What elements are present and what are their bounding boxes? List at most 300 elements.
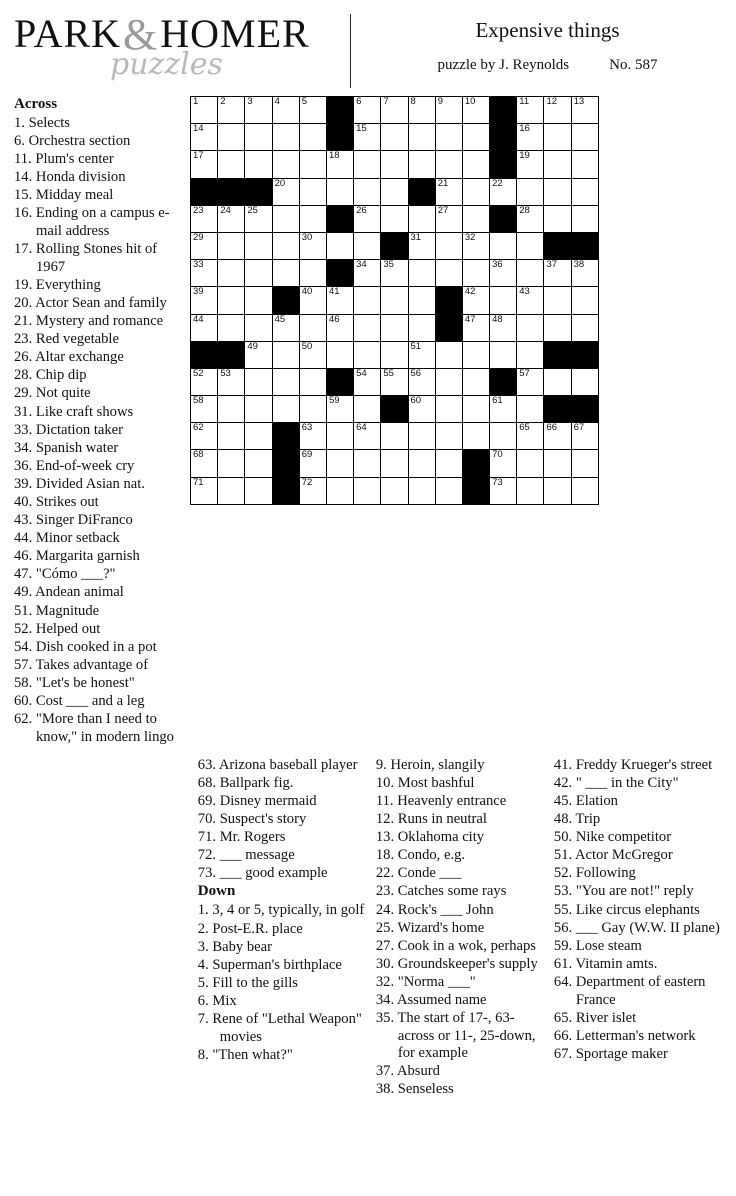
grid-cell[interactable] bbox=[462, 314, 489, 341]
clue-item[interactable] bbox=[376, 847, 544, 865]
grid-cell[interactable] bbox=[245, 314, 272, 341]
grid-cell[interactable] bbox=[245, 205, 272, 232]
grid-cell[interactable] bbox=[408, 368, 435, 395]
clue-item[interactable] bbox=[14, 657, 184, 675]
grid-cell[interactable] bbox=[191, 477, 218, 504]
clue-item[interactable] bbox=[376, 865, 544, 883]
grid-cell[interactable] bbox=[354, 368, 381, 395]
grid-cell[interactable] bbox=[245, 341, 272, 368]
grid-cell[interactable] bbox=[272, 205, 299, 232]
grid-cell[interactable] bbox=[490, 396, 517, 423]
grid-cell[interactable] bbox=[462, 423, 489, 450]
grid-cell[interactable] bbox=[326, 396, 353, 423]
grid-cell[interactable] bbox=[408, 341, 435, 368]
clue-item[interactable] bbox=[554, 793, 722, 811]
grid-cell[interactable] bbox=[381, 423, 408, 450]
grid-cell[interactable] bbox=[544, 287, 571, 314]
clue-item[interactable] bbox=[14, 295, 184, 313]
grid-cell[interactable] bbox=[571, 178, 598, 205]
clue-item[interactable] bbox=[198, 975, 366, 993]
grid-cell[interactable] bbox=[326, 450, 353, 477]
grid-cell[interactable] bbox=[435, 450, 462, 477]
grid-cell[interactable] bbox=[462, 232, 489, 259]
grid-cell[interactable] bbox=[381, 287, 408, 314]
grid-cell[interactable] bbox=[462, 124, 489, 151]
grid-cell[interactable] bbox=[299, 450, 326, 477]
grid-cell[interactable] bbox=[462, 260, 489, 287]
clue-item[interactable] bbox=[14, 133, 184, 151]
grid-cell[interactable] bbox=[218, 368, 245, 395]
clue-item[interactable] bbox=[554, 757, 722, 775]
clue-item[interactable] bbox=[554, 883, 722, 901]
grid-cell[interactable] bbox=[381, 450, 408, 477]
grid-cell[interactable] bbox=[544, 124, 571, 151]
clue-item[interactable] bbox=[554, 956, 722, 974]
grid-cell[interactable] bbox=[191, 205, 218, 232]
grid-cell[interactable] bbox=[272, 97, 299, 124]
grid-cell[interactable] bbox=[299, 232, 326, 259]
clue-item[interactable] bbox=[14, 512, 184, 530]
grid-cell[interactable] bbox=[354, 396, 381, 423]
clue-item[interactable] bbox=[376, 956, 544, 974]
clue-item[interactable] bbox=[14, 458, 184, 476]
grid-cell[interactable] bbox=[354, 205, 381, 232]
clue-item[interactable] bbox=[376, 974, 544, 992]
grid-cell[interactable] bbox=[490, 477, 517, 504]
grid-cell[interactable] bbox=[435, 396, 462, 423]
grid-cell[interactable] bbox=[299, 368, 326, 395]
grid-cell[interactable] bbox=[245, 260, 272, 287]
grid-cell[interactable] bbox=[299, 423, 326, 450]
grid-cell[interactable] bbox=[571, 477, 598, 504]
grid-cell[interactable] bbox=[245, 396, 272, 423]
grid-cell[interactable] bbox=[408, 232, 435, 259]
clue-item[interactable] bbox=[14, 205, 184, 240]
grid-cell[interactable] bbox=[326, 232, 353, 259]
grid-cell[interactable] bbox=[381, 178, 408, 205]
grid-cell[interactable] bbox=[272, 178, 299, 205]
clue-item[interactable] bbox=[14, 530, 184, 548]
crossword-grid[interactable] bbox=[190, 96, 599, 505]
clue-item[interactable] bbox=[14, 675, 184, 693]
clue-number: 54. bbox=[14, 638, 33, 655]
grid-cell[interactable] bbox=[326, 423, 353, 450]
grid-cell[interactable] bbox=[191, 423, 218, 450]
clue-number: 44. bbox=[14, 530, 33, 547]
grid-cell[interactable] bbox=[272, 232, 299, 259]
grid-cell[interactable] bbox=[326, 341, 353, 368]
grid-cell[interactable] bbox=[218, 423, 245, 450]
grid-cell[interactable] bbox=[299, 178, 326, 205]
grid-cell[interactable] bbox=[408, 477, 435, 504]
grid-cell[interactable] bbox=[245, 477, 272, 504]
clue-item[interactable] bbox=[198, 811, 366, 829]
clue-item[interactable] bbox=[14, 603, 184, 621]
grid-cell[interactable] bbox=[517, 477, 544, 504]
clue-number: 51. bbox=[14, 602, 33, 619]
grid-cell[interactable] bbox=[490, 450, 517, 477]
grid-cell[interactable] bbox=[381, 97, 408, 124]
grid-cell-block bbox=[245, 178, 272, 205]
grid-cell[interactable] bbox=[218, 232, 245, 259]
grid-cell[interactable] bbox=[245, 97, 272, 124]
grid-cell[interactable] bbox=[571, 260, 598, 287]
grid-cell[interactable] bbox=[191, 368, 218, 395]
grid-cell[interactable] bbox=[517, 287, 544, 314]
clue-item[interactable] bbox=[14, 440, 184, 458]
clue-item[interactable] bbox=[14, 151, 184, 169]
clue-item[interactable] bbox=[14, 711, 184, 746]
grid-cell[interactable] bbox=[299, 124, 326, 151]
grid-cell[interactable] bbox=[191, 124, 218, 151]
grid-cell[interactable] bbox=[462, 151, 489, 178]
grid-cell[interactable] bbox=[191, 151, 218, 178]
grid-cell[interactable] bbox=[435, 368, 462, 395]
grid-cell[interactable] bbox=[517, 368, 544, 395]
grid-cell[interactable] bbox=[435, 205, 462, 232]
grid-cell[interactable] bbox=[326, 314, 353, 341]
grid-cell[interactable] bbox=[571, 124, 598, 151]
grid-cell[interactable] bbox=[381, 314, 408, 341]
grid-cell[interactable] bbox=[490, 260, 517, 287]
grid-cell[interactable] bbox=[435, 151, 462, 178]
grid-cell[interactable] bbox=[218, 450, 245, 477]
grid-cell[interactable] bbox=[191, 396, 218, 423]
grid-cell[interactable] bbox=[191, 450, 218, 477]
grid-cell[interactable] bbox=[462, 396, 489, 423]
clue-item[interactable] bbox=[198, 957, 366, 975]
grid-cell[interactable] bbox=[408, 423, 435, 450]
clue-item[interactable] bbox=[376, 1063, 544, 1081]
clue-text: 3, 4 or 5, typically, in golf bbox=[208, 902, 365, 919]
clue-number: 59. bbox=[553, 937, 573, 954]
grid-cell[interactable] bbox=[354, 314, 381, 341]
clue-item[interactable] bbox=[198, 793, 366, 811]
grid-cell[interactable] bbox=[299, 151, 326, 178]
grid-cell[interactable] bbox=[408, 260, 435, 287]
grid-cell[interactable] bbox=[218, 205, 245, 232]
grid-cell[interactable] bbox=[218, 151, 245, 178]
grid-cell-number: 12 bbox=[546, 96, 558, 107]
grid-cell[interactable] bbox=[571, 205, 598, 232]
grid-cell[interactable] bbox=[517, 124, 544, 151]
clue-item[interactable] bbox=[14, 548, 184, 566]
clue-item[interactable] bbox=[376, 811, 544, 829]
clue-item[interactable] bbox=[198, 993, 366, 1011]
clue-item[interactable] bbox=[14, 584, 184, 602]
grid-cell[interactable] bbox=[272, 124, 299, 151]
grid-cell[interactable] bbox=[571, 287, 598, 314]
grid-cell[interactable] bbox=[381, 260, 408, 287]
grid-cell[interactable] bbox=[299, 205, 326, 232]
clue-item[interactable] bbox=[14, 313, 184, 331]
clue-item[interactable] bbox=[554, 1046, 722, 1064]
grid-cell[interactable] bbox=[517, 178, 544, 205]
grid-cell[interactable] bbox=[408, 151, 435, 178]
grid-cell[interactable] bbox=[218, 97, 245, 124]
grid-cell-block bbox=[490, 368, 517, 395]
grid-cell[interactable] bbox=[381, 477, 408, 504]
grid-cell[interactable] bbox=[435, 423, 462, 450]
clue-item[interactable] bbox=[14, 169, 184, 187]
grid-cell[interactable] bbox=[326, 287, 353, 314]
clue-item[interactable] bbox=[554, 974, 722, 1009]
page-title: Expensive things bbox=[475, 18, 620, 42]
grid-cell[interactable] bbox=[191, 260, 218, 287]
grid-cell[interactable] bbox=[299, 341, 326, 368]
grid-cell[interactable] bbox=[245, 287, 272, 314]
clue-item[interactable] bbox=[554, 1028, 722, 1046]
grid-cell[interactable] bbox=[354, 287, 381, 314]
clue-text: Magnitude bbox=[32, 602, 100, 619]
grid-cell[interactable] bbox=[326, 477, 353, 504]
clue-item[interactable] bbox=[14, 331, 184, 349]
clue-item[interactable] bbox=[14, 115, 184, 133]
grid-cell[interactable] bbox=[490, 341, 517, 368]
grid-cell[interactable] bbox=[544, 151, 571, 178]
across-clue-list bbox=[14, 115, 184, 746]
clue-item[interactable] bbox=[198, 1011, 366, 1046]
grid-cell[interactable] bbox=[544, 97, 571, 124]
grid-cell[interactable] bbox=[490, 287, 517, 314]
grid-cell[interactable] bbox=[245, 232, 272, 259]
grid-cell[interactable] bbox=[381, 205, 408, 232]
grid-cell[interactable] bbox=[354, 232, 381, 259]
clue-item[interactable] bbox=[14, 693, 184, 711]
clue-item[interactable] bbox=[198, 829, 366, 847]
grid-cell[interactable] bbox=[218, 260, 245, 287]
grid-cell[interactable] bbox=[299, 314, 326, 341]
grid-cell[interactable] bbox=[544, 314, 571, 341]
grid-cell[interactable] bbox=[571, 314, 598, 341]
clue-item[interactable] bbox=[554, 920, 722, 938]
across-clue-list-cont bbox=[198, 757, 366, 883]
grid-cell[interactable] bbox=[462, 341, 489, 368]
grid-cell[interactable] bbox=[354, 477, 381, 504]
grid-cell[interactable] bbox=[544, 260, 571, 287]
clue-item[interactable] bbox=[14, 621, 184, 639]
grid-cell[interactable] bbox=[272, 396, 299, 423]
grid-cell[interactable] bbox=[191, 232, 218, 259]
grid-cell[interactable] bbox=[191, 314, 218, 341]
clue-item[interactable] bbox=[554, 847, 722, 865]
grid-cell[interactable] bbox=[517, 423, 544, 450]
grid-cell[interactable] bbox=[354, 97, 381, 124]
clue-text: Rock's ___ John bbox=[394, 901, 494, 918]
clue-text: Mix bbox=[208, 992, 237, 1009]
grid-cell[interactable] bbox=[299, 396, 326, 423]
grid-cell[interactable] bbox=[408, 314, 435, 341]
grid-cell[interactable] bbox=[299, 477, 326, 504]
clue-item[interactable] bbox=[554, 829, 722, 847]
grid-cell[interactable] bbox=[490, 314, 517, 341]
grid-cell[interactable] bbox=[218, 314, 245, 341]
grid-cell[interactable] bbox=[354, 341, 381, 368]
grid-cell[interactable] bbox=[462, 97, 489, 124]
grid-cell[interactable] bbox=[354, 260, 381, 287]
grid-cell[interactable] bbox=[245, 151, 272, 178]
clue-item[interactable] bbox=[14, 476, 184, 494]
clue-item[interactable] bbox=[554, 938, 722, 956]
grid-cell[interactable] bbox=[354, 450, 381, 477]
clue-item[interactable] bbox=[554, 1010, 722, 1028]
grid-cell[interactable] bbox=[544, 477, 571, 504]
grid-cell[interactable] bbox=[517, 260, 544, 287]
clue-item[interactable] bbox=[198, 865, 366, 883]
grid-cell[interactable] bbox=[462, 178, 489, 205]
grid-cell[interactable] bbox=[272, 368, 299, 395]
clue-item[interactable] bbox=[198, 775, 366, 793]
grid-cell[interactable] bbox=[272, 260, 299, 287]
grid-cell-number: 28 bbox=[519, 204, 530, 216]
grid-cell[interactable] bbox=[544, 450, 571, 477]
clue-text: Nike competitor bbox=[572, 829, 672, 846]
grid-cell[interactable] bbox=[517, 97, 544, 124]
clue-item[interactable] bbox=[376, 992, 544, 1010]
grid-cell[interactable] bbox=[381, 341, 408, 368]
grid-cell-block bbox=[326, 124, 353, 151]
grid-cell[interactable] bbox=[544, 423, 571, 450]
clue-item[interactable] bbox=[14, 367, 184, 385]
grid-cell[interactable] bbox=[245, 450, 272, 477]
grid-cell[interactable] bbox=[490, 423, 517, 450]
grid-cell[interactable] bbox=[245, 368, 272, 395]
grid-cell[interactable] bbox=[326, 178, 353, 205]
grid-cell[interactable] bbox=[462, 205, 489, 232]
clue-item[interactable] bbox=[554, 811, 722, 829]
grid-cell[interactable] bbox=[517, 232, 544, 259]
clue-text: Actor McGregor bbox=[572, 847, 673, 864]
grid-cell[interactable] bbox=[381, 124, 408, 151]
clue-number: 31. bbox=[14, 403, 33, 420]
grid-cell[interactable] bbox=[408, 396, 435, 423]
grid-cell[interactable] bbox=[326, 151, 353, 178]
clue-text: Groundskeeper's supply bbox=[394, 955, 538, 972]
grid-cell[interactable] bbox=[462, 368, 489, 395]
clue-item[interactable] bbox=[554, 902, 722, 920]
grid-cell[interactable] bbox=[218, 396, 245, 423]
grid-cell[interactable] bbox=[517, 396, 544, 423]
grid-cell[interactable] bbox=[544, 368, 571, 395]
grid-cell[interactable] bbox=[354, 423, 381, 450]
grid-cell[interactable] bbox=[218, 287, 245, 314]
grid-cell[interactable] bbox=[408, 287, 435, 314]
grid-cell[interactable] bbox=[435, 97, 462, 124]
grid-cell[interactable] bbox=[218, 124, 245, 151]
clue-item[interactable] bbox=[376, 1081, 544, 1099]
grid-cell[interactable] bbox=[354, 124, 381, 151]
clue-item[interactable] bbox=[198, 939, 366, 957]
grid-cell[interactable] bbox=[272, 341, 299, 368]
clue-item[interactable] bbox=[198, 902, 366, 920]
grid-cell[interactable] bbox=[191, 287, 218, 314]
grid-cell[interactable] bbox=[517, 151, 544, 178]
grid-cell[interactable] bbox=[354, 151, 381, 178]
grid-cell[interactable] bbox=[571, 151, 598, 178]
grid-cell[interactable] bbox=[245, 124, 272, 151]
clue-item[interactable] bbox=[554, 775, 722, 793]
grid-cell[interactable] bbox=[299, 287, 326, 314]
clue-item[interactable] bbox=[14, 566, 184, 584]
grid-cell[interactable] bbox=[408, 205, 435, 232]
clue-item[interactable] bbox=[376, 902, 544, 920]
clue-item[interactable] bbox=[376, 1010, 544, 1063]
grid-cell[interactable] bbox=[571, 450, 598, 477]
grid-cell[interactable] bbox=[490, 178, 517, 205]
clue-item[interactable] bbox=[376, 775, 544, 793]
clue-item[interactable] bbox=[376, 883, 544, 901]
grid-cell[interactable] bbox=[435, 232, 462, 259]
clue-item[interactable] bbox=[14, 385, 184, 403]
clue-text: Chip dip bbox=[32, 367, 87, 384]
grid-cell[interactable] bbox=[544, 205, 571, 232]
clue-item[interactable] bbox=[376, 920, 544, 938]
clue-item[interactable] bbox=[14, 494, 184, 512]
grid-cell[interactable] bbox=[435, 178, 462, 205]
clue-item[interactable] bbox=[376, 938, 544, 956]
clue-item[interactable] bbox=[198, 1047, 366, 1065]
clue-item[interactable] bbox=[14, 404, 184, 422]
grid-cell[interactable] bbox=[245, 423, 272, 450]
clue-item[interactable] bbox=[14, 639, 184, 657]
grid-cell[interactable] bbox=[408, 124, 435, 151]
clue-item[interactable] bbox=[198, 757, 366, 775]
grid-cell-number: 36 bbox=[492, 259, 503, 271]
clue-item[interactable] bbox=[14, 422, 184, 440]
clue-item[interactable] bbox=[376, 757, 544, 775]
grid-cell[interactable] bbox=[517, 314, 544, 341]
grid-cell[interactable] bbox=[272, 151, 299, 178]
grid-cell[interactable] bbox=[544, 178, 571, 205]
clue-item[interactable] bbox=[14, 277, 184, 295]
clue-item[interactable] bbox=[198, 921, 366, 939]
grid-cell[interactable] bbox=[490, 232, 517, 259]
grid-cell-number: 16 bbox=[519, 123, 530, 135]
clue-item[interactable] bbox=[14, 187, 184, 205]
grid-cell[interactable] bbox=[299, 97, 326, 124]
grid-cell[interactable] bbox=[354, 178, 381, 205]
grid-cell[interactable] bbox=[272, 314, 299, 341]
grid-cell[interactable] bbox=[571, 423, 598, 450]
grid-cell[interactable] bbox=[571, 97, 598, 124]
grid-cell[interactable] bbox=[191, 97, 218, 124]
grid-cell[interactable] bbox=[517, 341, 544, 368]
grid-cell[interactable] bbox=[408, 97, 435, 124]
grid-cell[interactable] bbox=[462, 287, 489, 314]
grid-cell[interactable] bbox=[299, 260, 326, 287]
grid-cell-block bbox=[571, 232, 598, 259]
clue-item[interactable] bbox=[554, 865, 722, 883]
grid-cell[interactable] bbox=[571, 368, 598, 395]
grid-cell[interactable] bbox=[517, 450, 544, 477]
grid-cell[interactable] bbox=[435, 477, 462, 504]
clue-item[interactable] bbox=[376, 793, 544, 811]
grid-cell[interactable] bbox=[381, 368, 408, 395]
grid-cell[interactable] bbox=[435, 260, 462, 287]
clue-item[interactable] bbox=[376, 829, 544, 847]
grid-cell[interactable] bbox=[408, 450, 435, 477]
clue-item[interactable] bbox=[198, 847, 366, 865]
grid-cell[interactable] bbox=[435, 341, 462, 368]
clue-number: 11. bbox=[14, 151, 32, 168]
clue-item[interactable] bbox=[14, 241, 184, 276]
grid-cell[interactable] bbox=[517, 205, 544, 232]
grid-cell[interactable] bbox=[381, 151, 408, 178]
grid-cell-number: 41 bbox=[328, 286, 340, 298]
grid-cell[interactable] bbox=[218, 477, 245, 504]
clue-item[interactable] bbox=[14, 349, 184, 367]
grid-cell[interactable] bbox=[435, 124, 462, 151]
